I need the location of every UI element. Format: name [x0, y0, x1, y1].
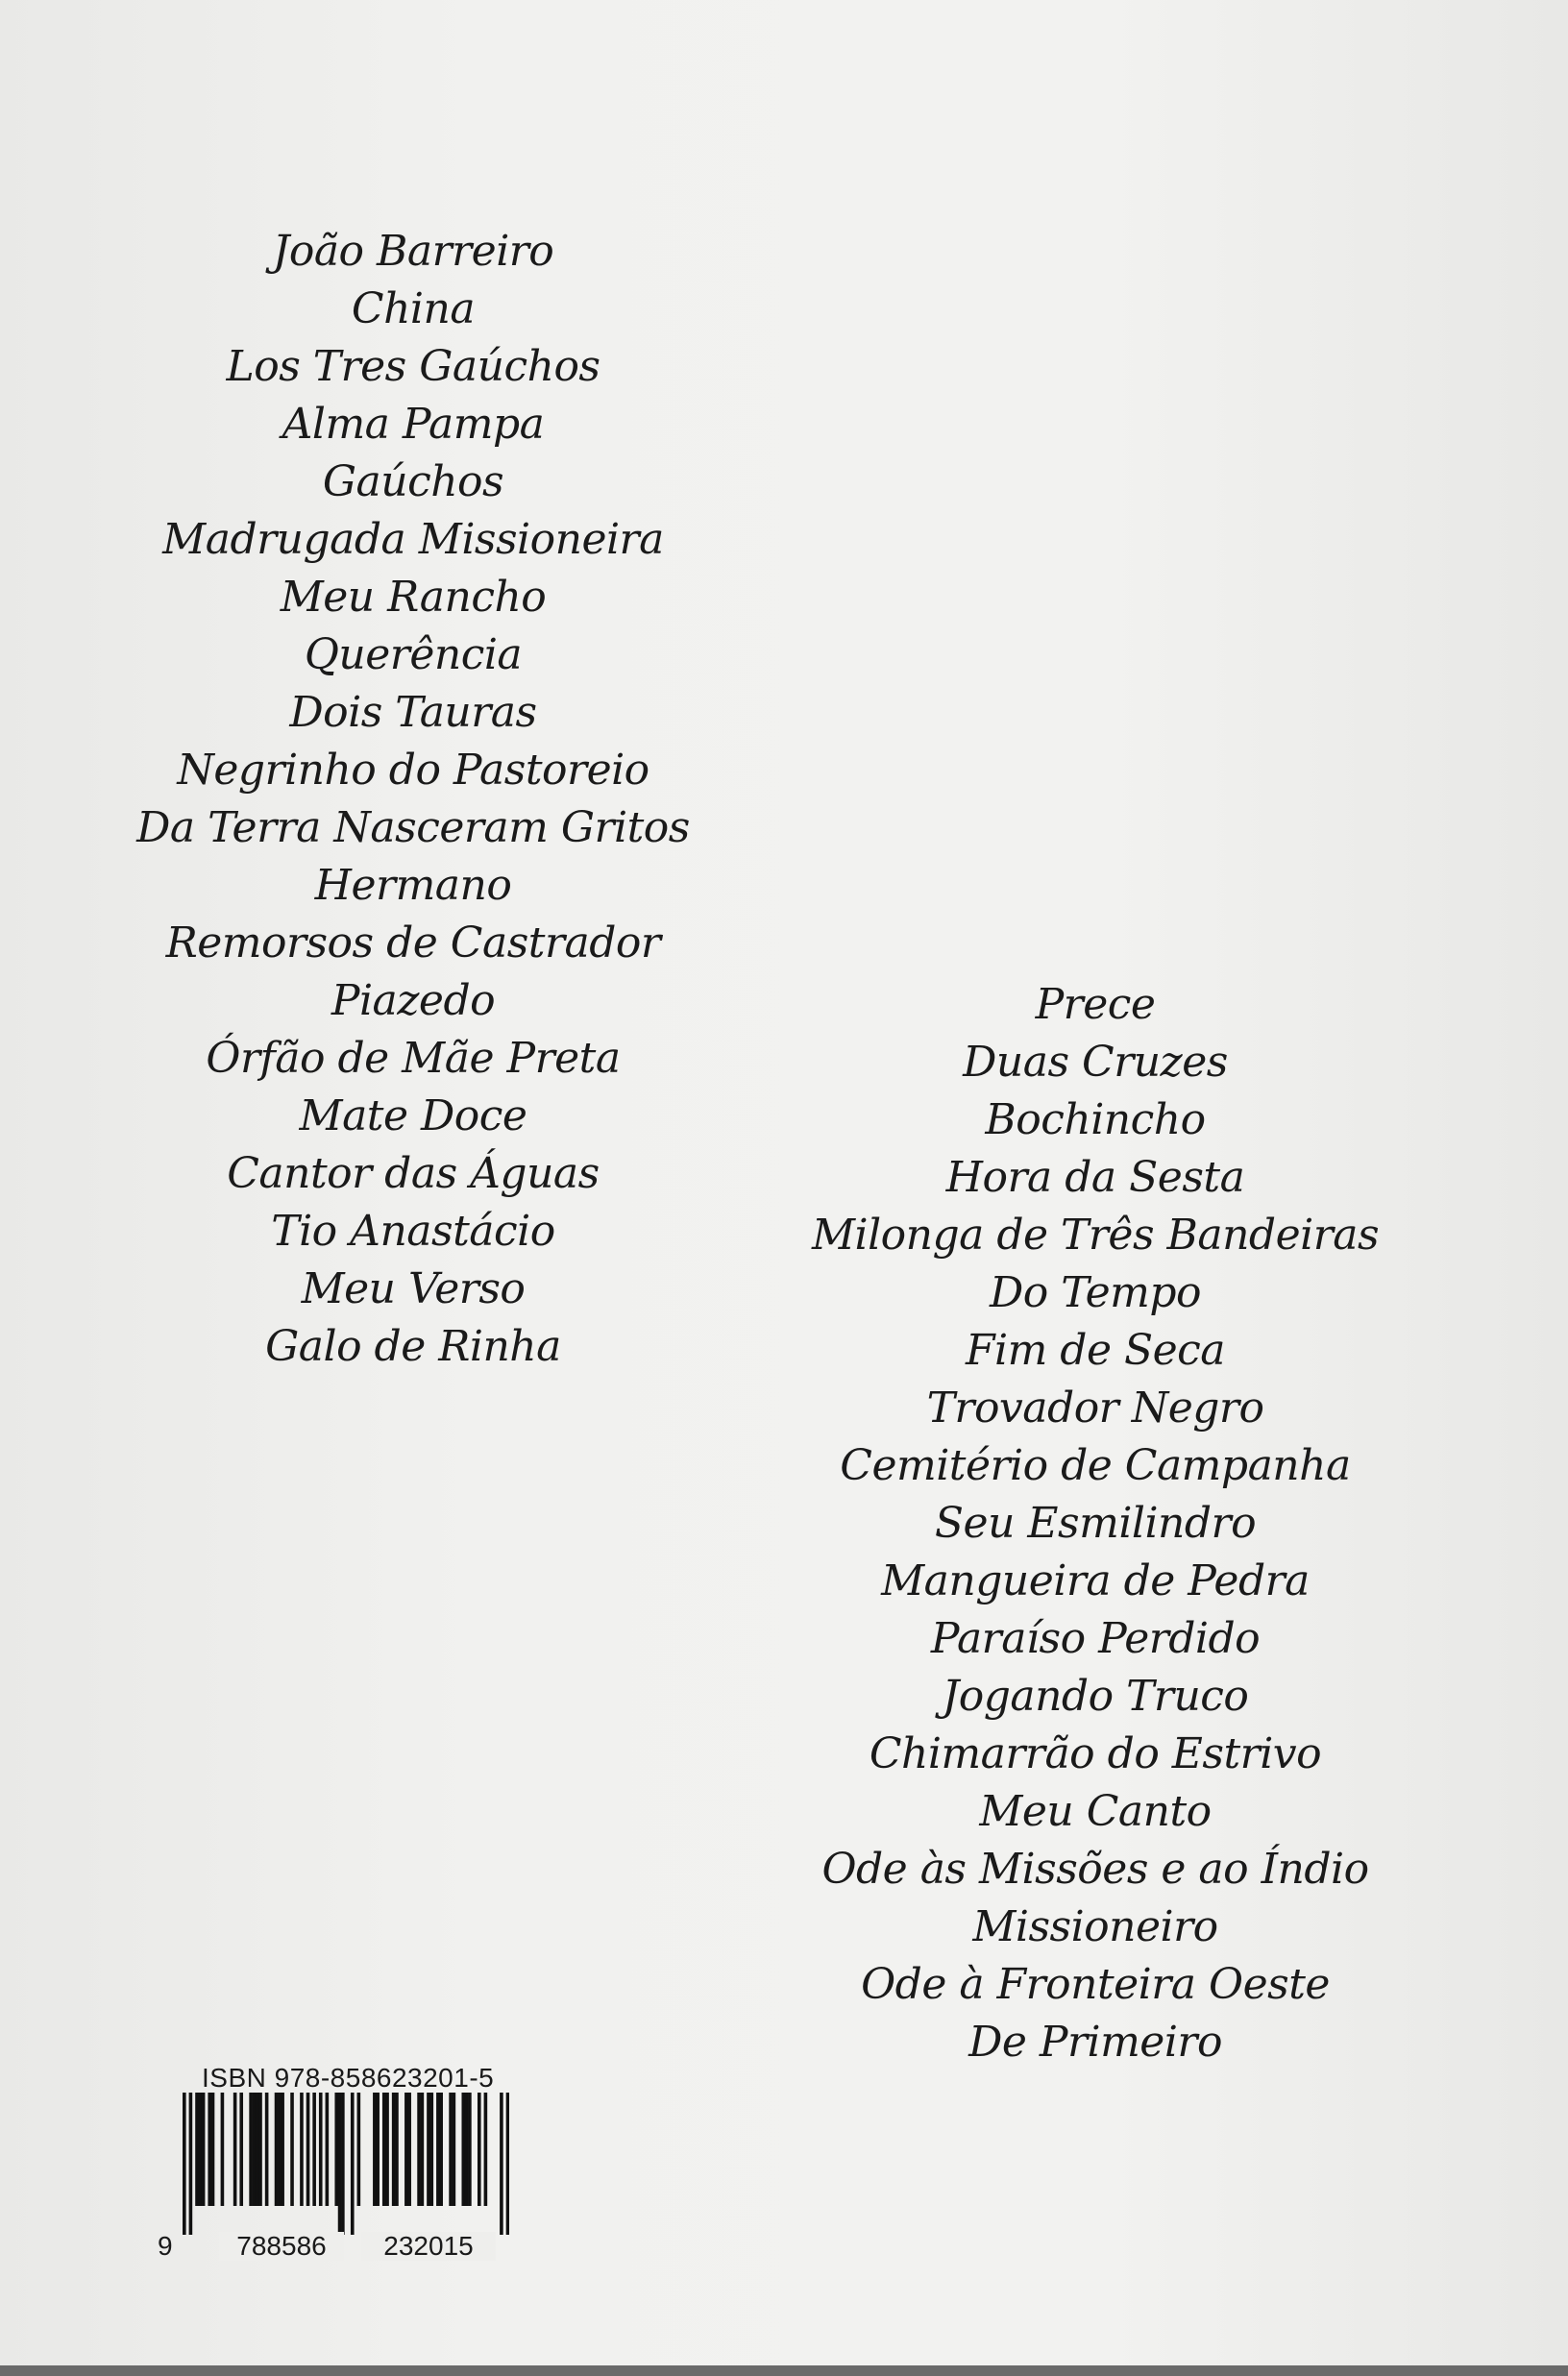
barcode-bar	[253, 2093, 257, 2206]
barcode-bar	[208, 2093, 211, 2206]
barcode-bar	[334, 2093, 338, 2206]
barcode-bar	[395, 2093, 399, 2206]
barcode-bar	[189, 2093, 193, 2235]
list-item: De Primeiro	[968, 2018, 1222, 2067]
barcode-bar	[453, 2093, 456, 2206]
barcode-bar	[357, 2093, 361, 2206]
barcode-bar	[278, 2093, 282, 2206]
list-item: Hora da Sesta	[945, 1153, 1245, 1202]
cover-bottom-edge	[0, 2365, 1568, 2376]
list-item: Seu Esmilindro	[934, 1499, 1257, 1548]
list-item: Piazedo	[331, 976, 496, 1025]
list-item: Mangueira de Pedra	[881, 1556, 1310, 1605]
barcode-bar	[392, 2093, 396, 2206]
barcode-bar	[306, 2093, 310, 2206]
barcode-bar	[382, 2093, 386, 2206]
barcode-digits-right: 232015	[361, 2232, 496, 2261]
list-item: Milonga de Três Bandeiras	[811, 1211, 1380, 1260]
barcode-bar	[404, 2093, 408, 2206]
barcode-bar	[312, 2093, 316, 2206]
barcode-bar	[199, 2093, 203, 2206]
list-item: Los Tres Gaúchos	[226, 342, 600, 391]
list-item: Cantor das Águas	[227, 1149, 600, 1198]
list-item: Negrinho do Pastoreio	[177, 746, 649, 795]
barcode-bar	[281, 2093, 284, 2206]
isbn-label: ISBN 978-858623201-5	[202, 2063, 495, 2093]
list-item: Meu Canto	[979, 1787, 1212, 1836]
list-item: Trovador Negro	[926, 1384, 1264, 1433]
barcode-bar	[429, 2093, 433, 2206]
barcode-bar	[338, 2093, 342, 2235]
barcode-bar	[326, 2093, 330, 2206]
list-item: Missioneiro	[972, 1902, 1218, 1951]
barcode-bar	[351, 2093, 355, 2235]
barcode-bar	[183, 2093, 186, 2235]
list-item: Meu Verso	[301, 1264, 526, 1313]
list-item: Do Tempo	[989, 1268, 1202, 1317]
list-item: Dois Tauras	[289, 688, 537, 737]
barcode-bar	[376, 2093, 380, 2206]
barcode-bar	[373, 2093, 377, 2206]
list-item: China	[351, 284, 476, 333]
barcode-bar	[341, 2093, 345, 2235]
barcode-bar	[275, 2093, 279, 2206]
barcode-bars	[183, 2093, 509, 2235]
list-item: Mate Doce	[299, 1091, 527, 1140]
barcode-bar	[221, 2093, 225, 2206]
barcode-bar	[506, 2093, 509, 2235]
list-item: Jogando Truco	[942, 1672, 1249, 1721]
barcode-bar	[421, 2093, 425, 2206]
list-item: Gaúchos	[322, 457, 504, 506]
list-item: Galo de Rinha	[265, 1322, 561, 1371]
barcode-bar	[478, 2093, 481, 2206]
list-item: Órfão de Mãe Preta	[206, 1034, 621, 1083]
barcode-bar	[211, 2093, 215, 2206]
barcode-bar	[436, 2093, 440, 2206]
list-item: Da Terra Nasceram Gritos	[136, 803, 690, 852]
barcode-bar	[465, 2093, 469, 2206]
list-item: Chimarrão do Estrivo	[869, 1729, 1322, 1778]
list-item: Querência	[304, 630, 523, 679]
barcode-bar	[439, 2093, 443, 2206]
barcode-bar	[239, 2093, 243, 2206]
list-item: Prece	[1035, 980, 1156, 1029]
list-item: Tio Anastácio	[271, 1207, 555, 1256]
list-item: Remorsos de Castrador	[165, 919, 661, 968]
list-item: Alma Pampa	[282, 400, 545, 449]
barcode-bar	[407, 2093, 411, 2206]
list-item: Bochincho	[985, 1095, 1206, 1144]
barcode-bar	[233, 2093, 237, 2206]
barcode-bar	[249, 2093, 253, 2206]
barcode-bar	[449, 2093, 453, 2206]
barcode-bar	[290, 2093, 294, 2206]
barcode-bar	[265, 2093, 269, 2206]
list-item: Duas Cruzes	[963, 1038, 1228, 1087]
barcode-bar	[195, 2093, 199, 2206]
list-item: Cemitério de Campanha	[840, 1441, 1351, 1490]
barcode-bar	[300, 2093, 304, 2206]
title-list-right	[788, 976, 1403, 2071]
barcode-bar	[500, 2093, 503, 2235]
barcode-bar	[319, 2093, 323, 2206]
list-item: Fim de Seca	[965, 1326, 1226, 1375]
list-item: Paraíso Perdido	[930, 1614, 1261, 1663]
list-item: Ode às Missões e ao Índio	[821, 1845, 1369, 1894]
list-item: Hermano	[314, 861, 512, 910]
barcode-bar	[461, 2093, 465, 2206]
barcode-digit-first: 9	[158, 2231, 173, 2261]
list-item: João Barreiro	[272, 227, 554, 276]
barcode-bar	[468, 2093, 472, 2206]
barcode-bar	[417, 2093, 421, 2206]
barcode-bar	[256, 2093, 259, 2206]
list-item: Madrugada Missioneira	[162, 515, 664, 564]
isbn-barcode	[154, 2064, 519, 2266]
list-item: Meu Rancho	[280, 573, 547, 622]
barcode-bar	[385, 2093, 389, 2206]
barcode-bar	[258, 2093, 262, 2206]
barcode-digits-left: 788586	[219, 2232, 344, 2261]
barcode-bar	[484, 2093, 488, 2206]
barcode-bar	[202, 2093, 206, 2206]
title-list-left	[125, 223, 701, 1376]
list-item: Ode à Fronteira Oeste	[861, 1960, 1330, 2009]
barcode-bar	[427, 2093, 430, 2206]
